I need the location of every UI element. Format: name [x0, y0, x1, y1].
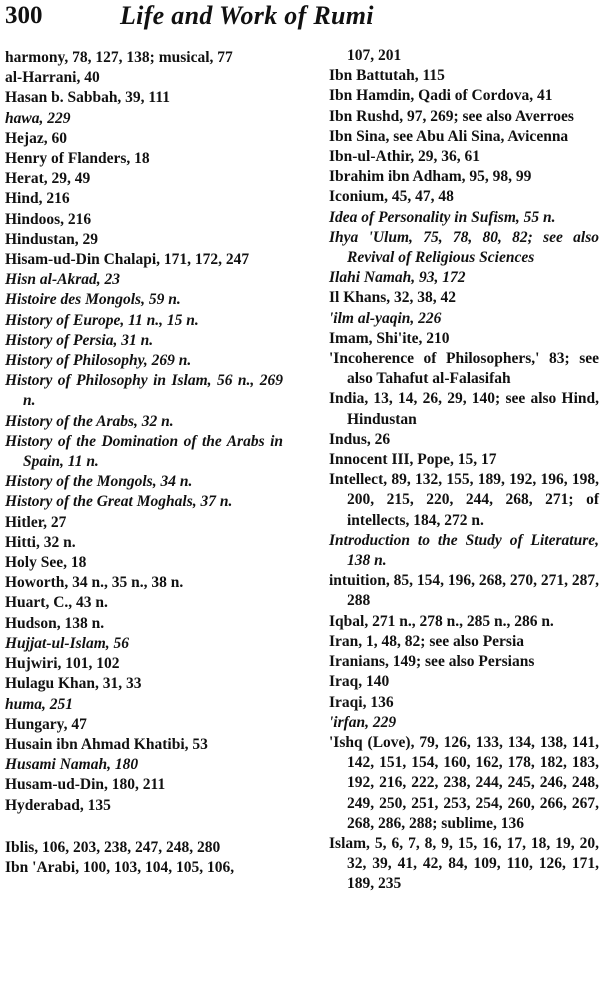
index-entry: History of the Arabs, 32 n.: [5, 412, 174, 430]
index-entry: Iran, 1, 48, 82; see also Persia: [329, 632, 525, 650]
index-entry: Hindoos, 216: [5, 210, 92, 228]
index-entry: hawa, 229: [5, 109, 71, 127]
index-entry: Ibn 'Arabi, 100, 103, 104, 105, 106,: [5, 858, 235, 876]
index-entry: Hisam-ud-Din Chalapi, 171, 172, 247: [5, 251, 250, 269]
index-entry: Howorth, 34 n., 35 n., 38 n.: [5, 574, 184, 592]
index-entry: al-Harrani, 40: [5, 69, 100, 87]
running-title: Life and Work of Rumi: [120, 1, 374, 30]
index-entry: Idea of Personality in Sufism, 55 n.: [329, 208, 556, 226]
index-entry: Il Khans, 32, 38, 42: [329, 289, 457, 307]
index-entry: History of Europe, 11 n., 15 n.: [5, 311, 199, 329]
index-entry: Husami Namah, 180: [5, 756, 139, 774]
index-entry: Hasan b. Sabbah, 39, 111: [5, 89, 170, 107]
index-entry: Hejaz, 60: [5, 129, 67, 147]
index-entry: Histoire des Mongols, 59 n.: [5, 291, 181, 309]
index-entry: Ilahi Namah, 93, 172: [329, 269, 466, 287]
index-entry: Iconium, 45, 47, 48: [329, 188, 454, 206]
index-entry: Intellect, 89, 132, 155, 189, 192, 196, 198, 200, 215, 220, 244, 268, 271; of intellects, 184, 272 n.: [329, 471, 599, 529]
index-entry: Introduction to the Study of Literature, 138 n.: [329, 531, 599, 570]
index-entry: History of the Domination of the Arabs in Spain, 11 n.: [5, 432, 283, 471]
index-entry: Iblis, 106, 203, 238, 247, 248, 280: [5, 838, 221, 856]
index-entry: 107, 201: [347, 47, 402, 64]
index-entry: History of Philosophy in Islam, 56 n., 269 n.: [5, 372, 283, 410]
index-entry: History of the Great Moghals, 37 n.: [5, 493, 233, 511]
index-entry: intuition, 85, 154, 196, 268, 270, 271, 287, 288: [329, 572, 599, 610]
index-column-left: [5, 48, 283, 878]
index-entry: History of the Mongols, 34 n.: [5, 473, 193, 491]
index-entry: Hitler, 27: [5, 513, 67, 531]
index-entry: Indus, 26: [329, 430, 391, 448]
index-entry: Husam-ud-Din, 180, 211: [5, 776, 166, 794]
page-number: 300: [5, 2, 43, 29]
index-entry: Hisn al-Akrad, 23: [5, 271, 120, 289]
index-entry: Hind, 216: [5, 190, 70, 208]
index-entry: Ibrahim ibn Adham, 95, 98, 99: [329, 168, 532, 186]
index-entry: 'Incoherence of Philosophers,' 83; see also Tahafut al-Falasifah: [329, 350, 599, 388]
index-entry: Hujjat-ul-Islam, 56: [5, 634, 130, 652]
index-entry: 'ilm al-yaqin, 226: [329, 309, 442, 327]
index-entry: Islam, 5, 6, 7, 8, 9, 15, 16, 17, 18, 19, 20, 32, 39, 41, 42, 84, 109, 110, 126, 171, 189, 235: [329, 834, 599, 893]
index-entry: History of Philosophy, 269 n.: [5, 352, 192, 370]
index-entry: Hujwiri, 101, 102: [5, 655, 120, 673]
index-entry: Ibn Battutah, 115: [329, 67, 445, 85]
index-entry: Herat, 29, 49: [5, 170, 91, 188]
index-entry: Huart, C., 43 n.: [5, 594, 108, 612]
index-entry: Ibn Rushd, 97, 269; see also Averroes: [329, 107, 574, 125]
index-entry: Iqbal, 271 n., 278 n., 285 n., 286 n.: [329, 612, 554, 630]
index-entry: Hulagu Khan, 31, 33: [5, 675, 142, 693]
index-entry: Husain ibn Ahmad Khatibi, 53: [5, 735, 208, 753]
index-entry: Holy See, 18: [5, 554, 87, 572]
index-column-right: [329, 46, 599, 895]
index-entry: Ibn Sina, see Abu Ali Sina, Avicenna: [329, 127, 569, 145]
index-entry: Hudson, 138 n.: [5, 614, 105, 632]
index-entry: Iraqi, 136: [329, 693, 394, 711]
index-entry: Hungary, 47: [5, 715, 87, 733]
index-entry: harmony, 78, 127, 138; musical, 77: [5, 49, 233, 66]
index-entry: History of Persia, 31 n.: [5, 331, 154, 349]
index-entry: Ihya 'Ulum, 75, 78, 80, 82; see also Revival of Religious Sciences: [329, 228, 599, 267]
index-entry: Hitti, 32 n.: [5, 533, 76, 551]
page-header: [0, 0, 600, 40]
index-entry: Hyderabad, 135: [5, 796, 111, 814]
index-entry: Ibn Hamdin, Qadi of Cordova, 41: [329, 87, 553, 105]
index-entry: 'irfan, 229: [329, 713, 397, 731]
index-entry: Innocent III, Pope, 15, 17: [329, 451, 497, 469]
index-entry: Hindustan, 29: [5, 230, 99, 248]
index-entry: huma, 251: [5, 695, 74, 713]
index-entry: Henry of Flanders, 18: [5, 150, 150, 168]
index-entry: Ibn-ul-Athir, 29, 36, 61: [329, 148, 481, 166]
index-entry: Iranians, 149; see also Persians: [329, 653, 535, 671]
index-entry: India, 13, 14, 26, 29, 140; see also Hind, Hindustan: [329, 390, 599, 428]
index-entry: Imam, Shi'ite, 210: [329, 329, 450, 347]
index-entry: 'Ishq (Love), 79, 126, 133, 134, 138, 141, 142, 151, 154, 160, 162, 178, 182, 183, 192, 216, 222, 238, 244, 245, 246, 248, 249, 250, 251, 253, 254, 260, 266, 267, 268, 286, 288; sublime, 136: [329, 733, 599, 832]
index-entry: Iraq, 140: [329, 673, 390, 691]
